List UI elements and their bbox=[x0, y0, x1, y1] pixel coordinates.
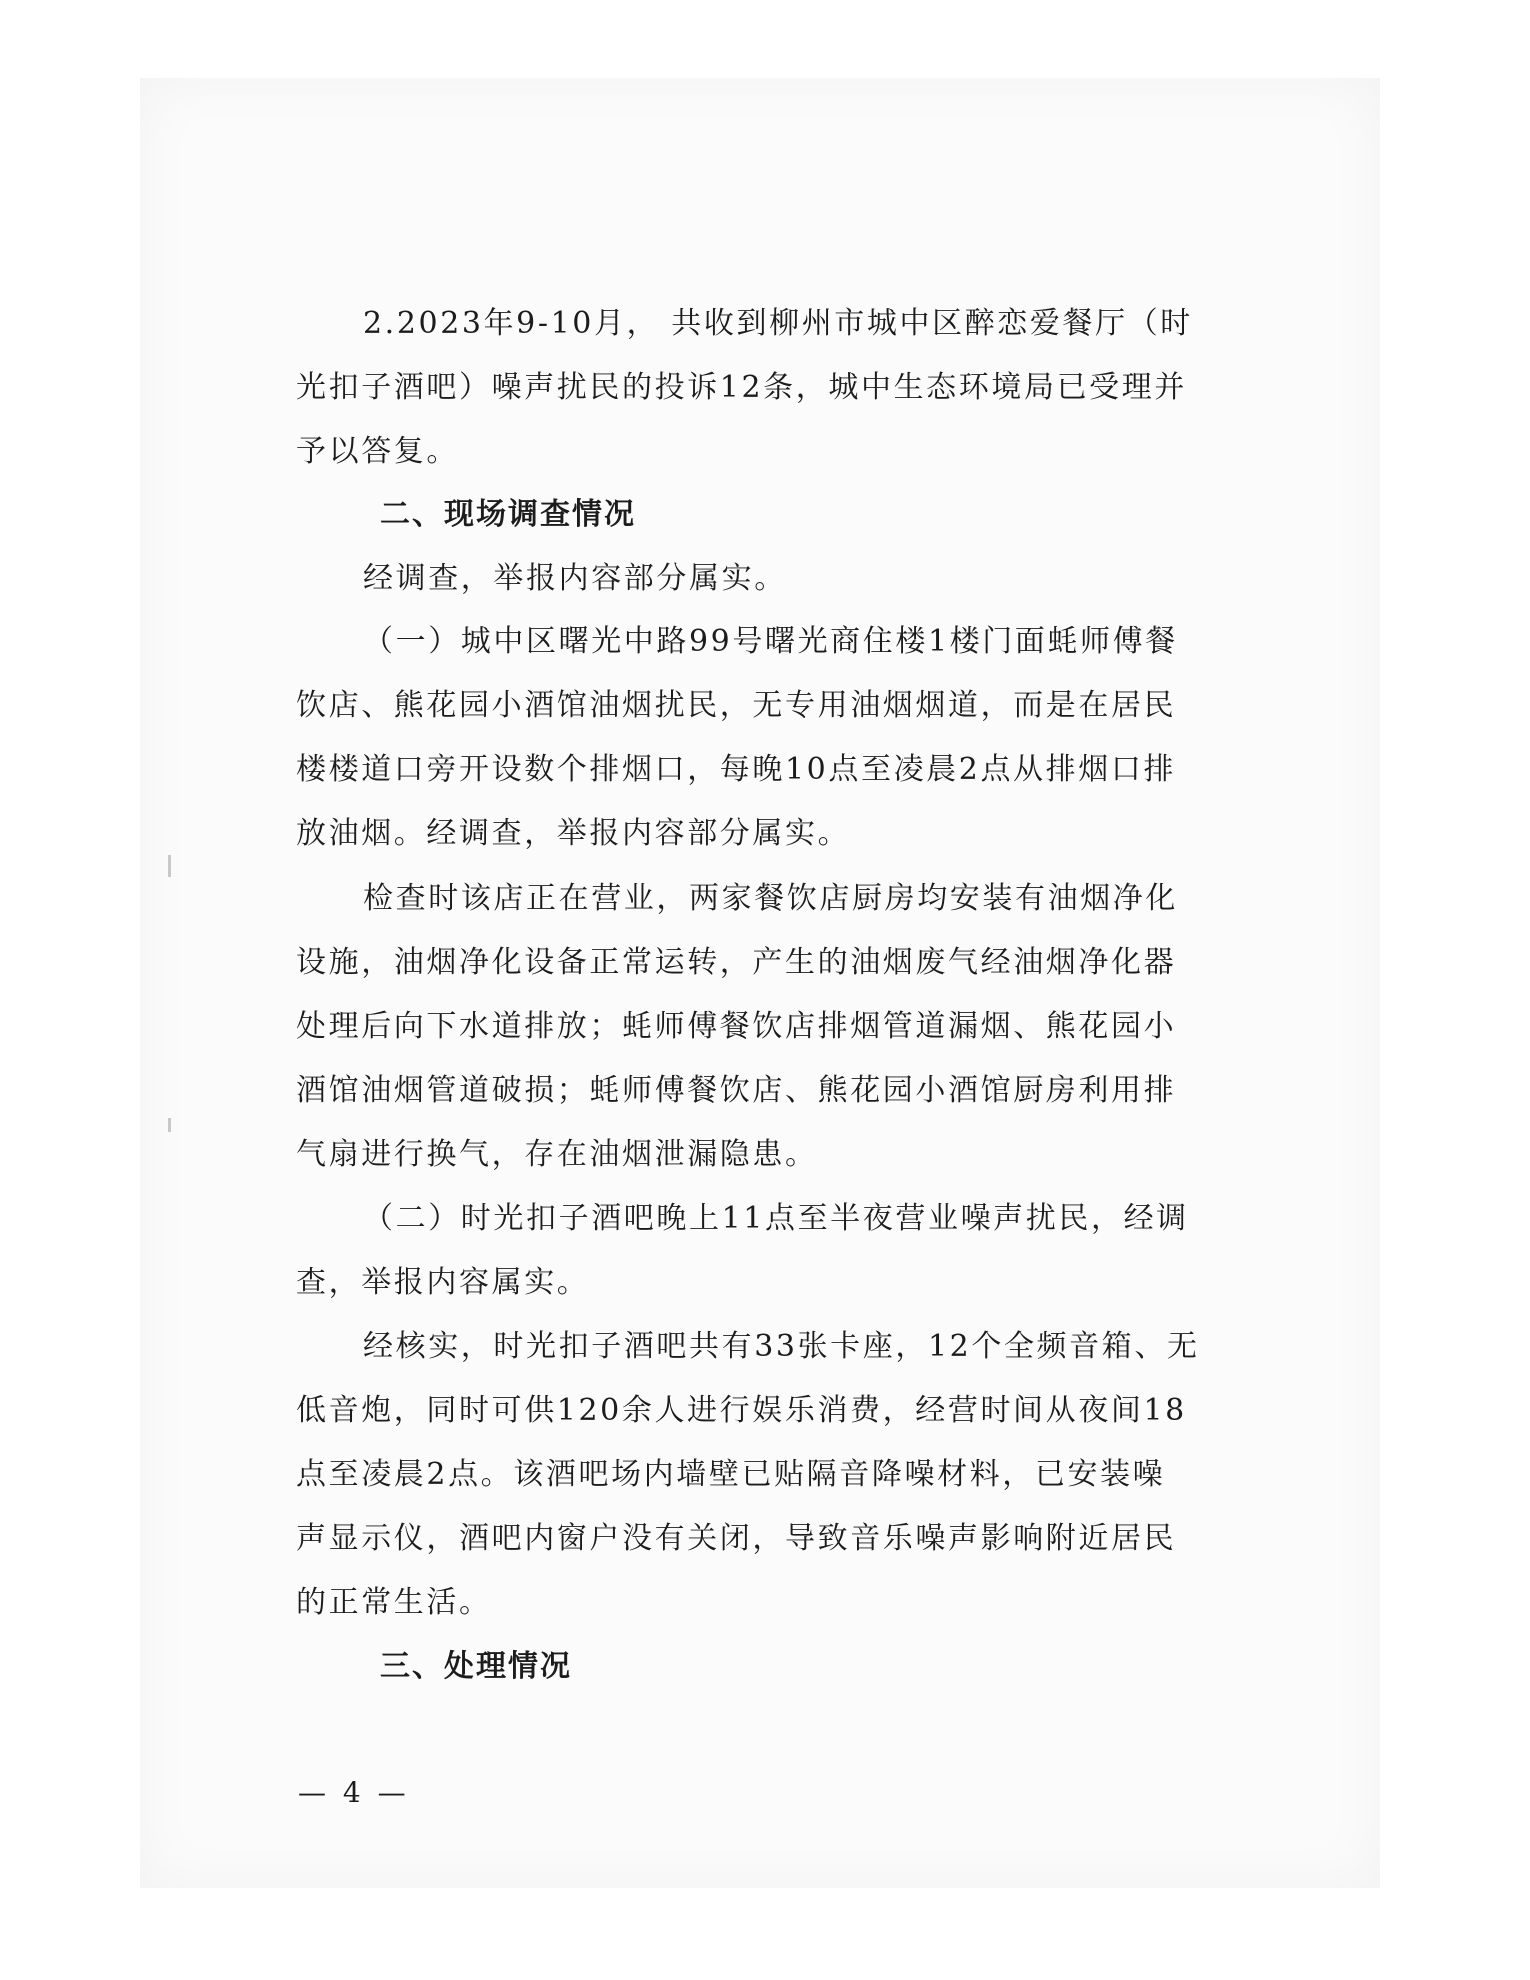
paragraph-line: 查，举报内容属实。 bbox=[296, 1265, 590, 1300]
paragraph-line: 饮店、熊花园小酒馆油烟扰民，无专用油烟烟道，而是在居民 bbox=[296, 688, 1177, 723]
paragraph-line: 予以答复。 bbox=[296, 434, 459, 469]
section-heading: 三、处理情况 bbox=[380, 1649, 572, 1684]
paragraph-line: 处理后向下水道排放；蚝师傅餐饮店排烟管道漏烟、熊花园小 bbox=[296, 1009, 1177, 1044]
paragraph-line: 的正常生活。 bbox=[296, 1585, 492, 1620]
paragraph-line: 气扇进行换气，存在油烟泄漏隐患。 bbox=[296, 1137, 818, 1172]
paragraph-line: 2.2023年9-10月， 共收到柳州市城中区醉恋爱餐厅（时 bbox=[363, 306, 1193, 341]
paragraph-line: （一）城中区曙光中路99号曙光商住楼1楼门面蚝师傅餐 bbox=[363, 624, 1178, 659]
paragraph-line: 放油烟。经调查，举报内容部分属实。 bbox=[296, 816, 851, 851]
paragraph-line: 楼楼道口旁开设数个排烟口，每晚10点至凌晨2点从排烟口排 bbox=[296, 752, 1177, 787]
paragraph-line: 经核实，时光扣子酒吧共有33张卡座，12个全频音箱、无 bbox=[363, 1329, 1200, 1364]
section-heading: 二、现场调查情况 bbox=[380, 497, 636, 532]
paragraph-line: 检查时该店正在营业，两家餐饮店厨房均安装有油烟净化 bbox=[363, 881, 1178, 916]
paragraph-line: （二）时光扣子酒吧晚上11点至半夜营业噪声扰民，经调 bbox=[363, 1201, 1189, 1236]
paragraph-line: 设施，油烟净化设备正常运转，产生的油烟废气经油烟净化器 bbox=[296, 945, 1177, 980]
paragraph-line: 低音炮，同时可供120余人进行娱乐消费，经营时间从夜间18 bbox=[296, 1393, 1187, 1428]
paragraph-line: 光扣子酒吧）噪声扰民的投诉12条，城中生态环境局已受理并 bbox=[296, 370, 1187, 405]
paragraph-line: 酒馆油烟管道破损；蚝师傅餐饮店、熊花园小酒馆厨房利用排 bbox=[296, 1073, 1177, 1108]
paragraph-line: 点至凌晨2点。该酒吧场内墙壁已贴隔音降噪材料，已安装噪 bbox=[296, 1457, 1166, 1492]
paragraph-line: 声显示仪，酒吧内窗户没有关闭，导致音乐噪声影响附近居民 bbox=[296, 1521, 1177, 1556]
page-number: — 4 — bbox=[298, 1776, 410, 1809]
paragraph-line: 经调查，举报内容部分属实。 bbox=[363, 561, 787, 596]
